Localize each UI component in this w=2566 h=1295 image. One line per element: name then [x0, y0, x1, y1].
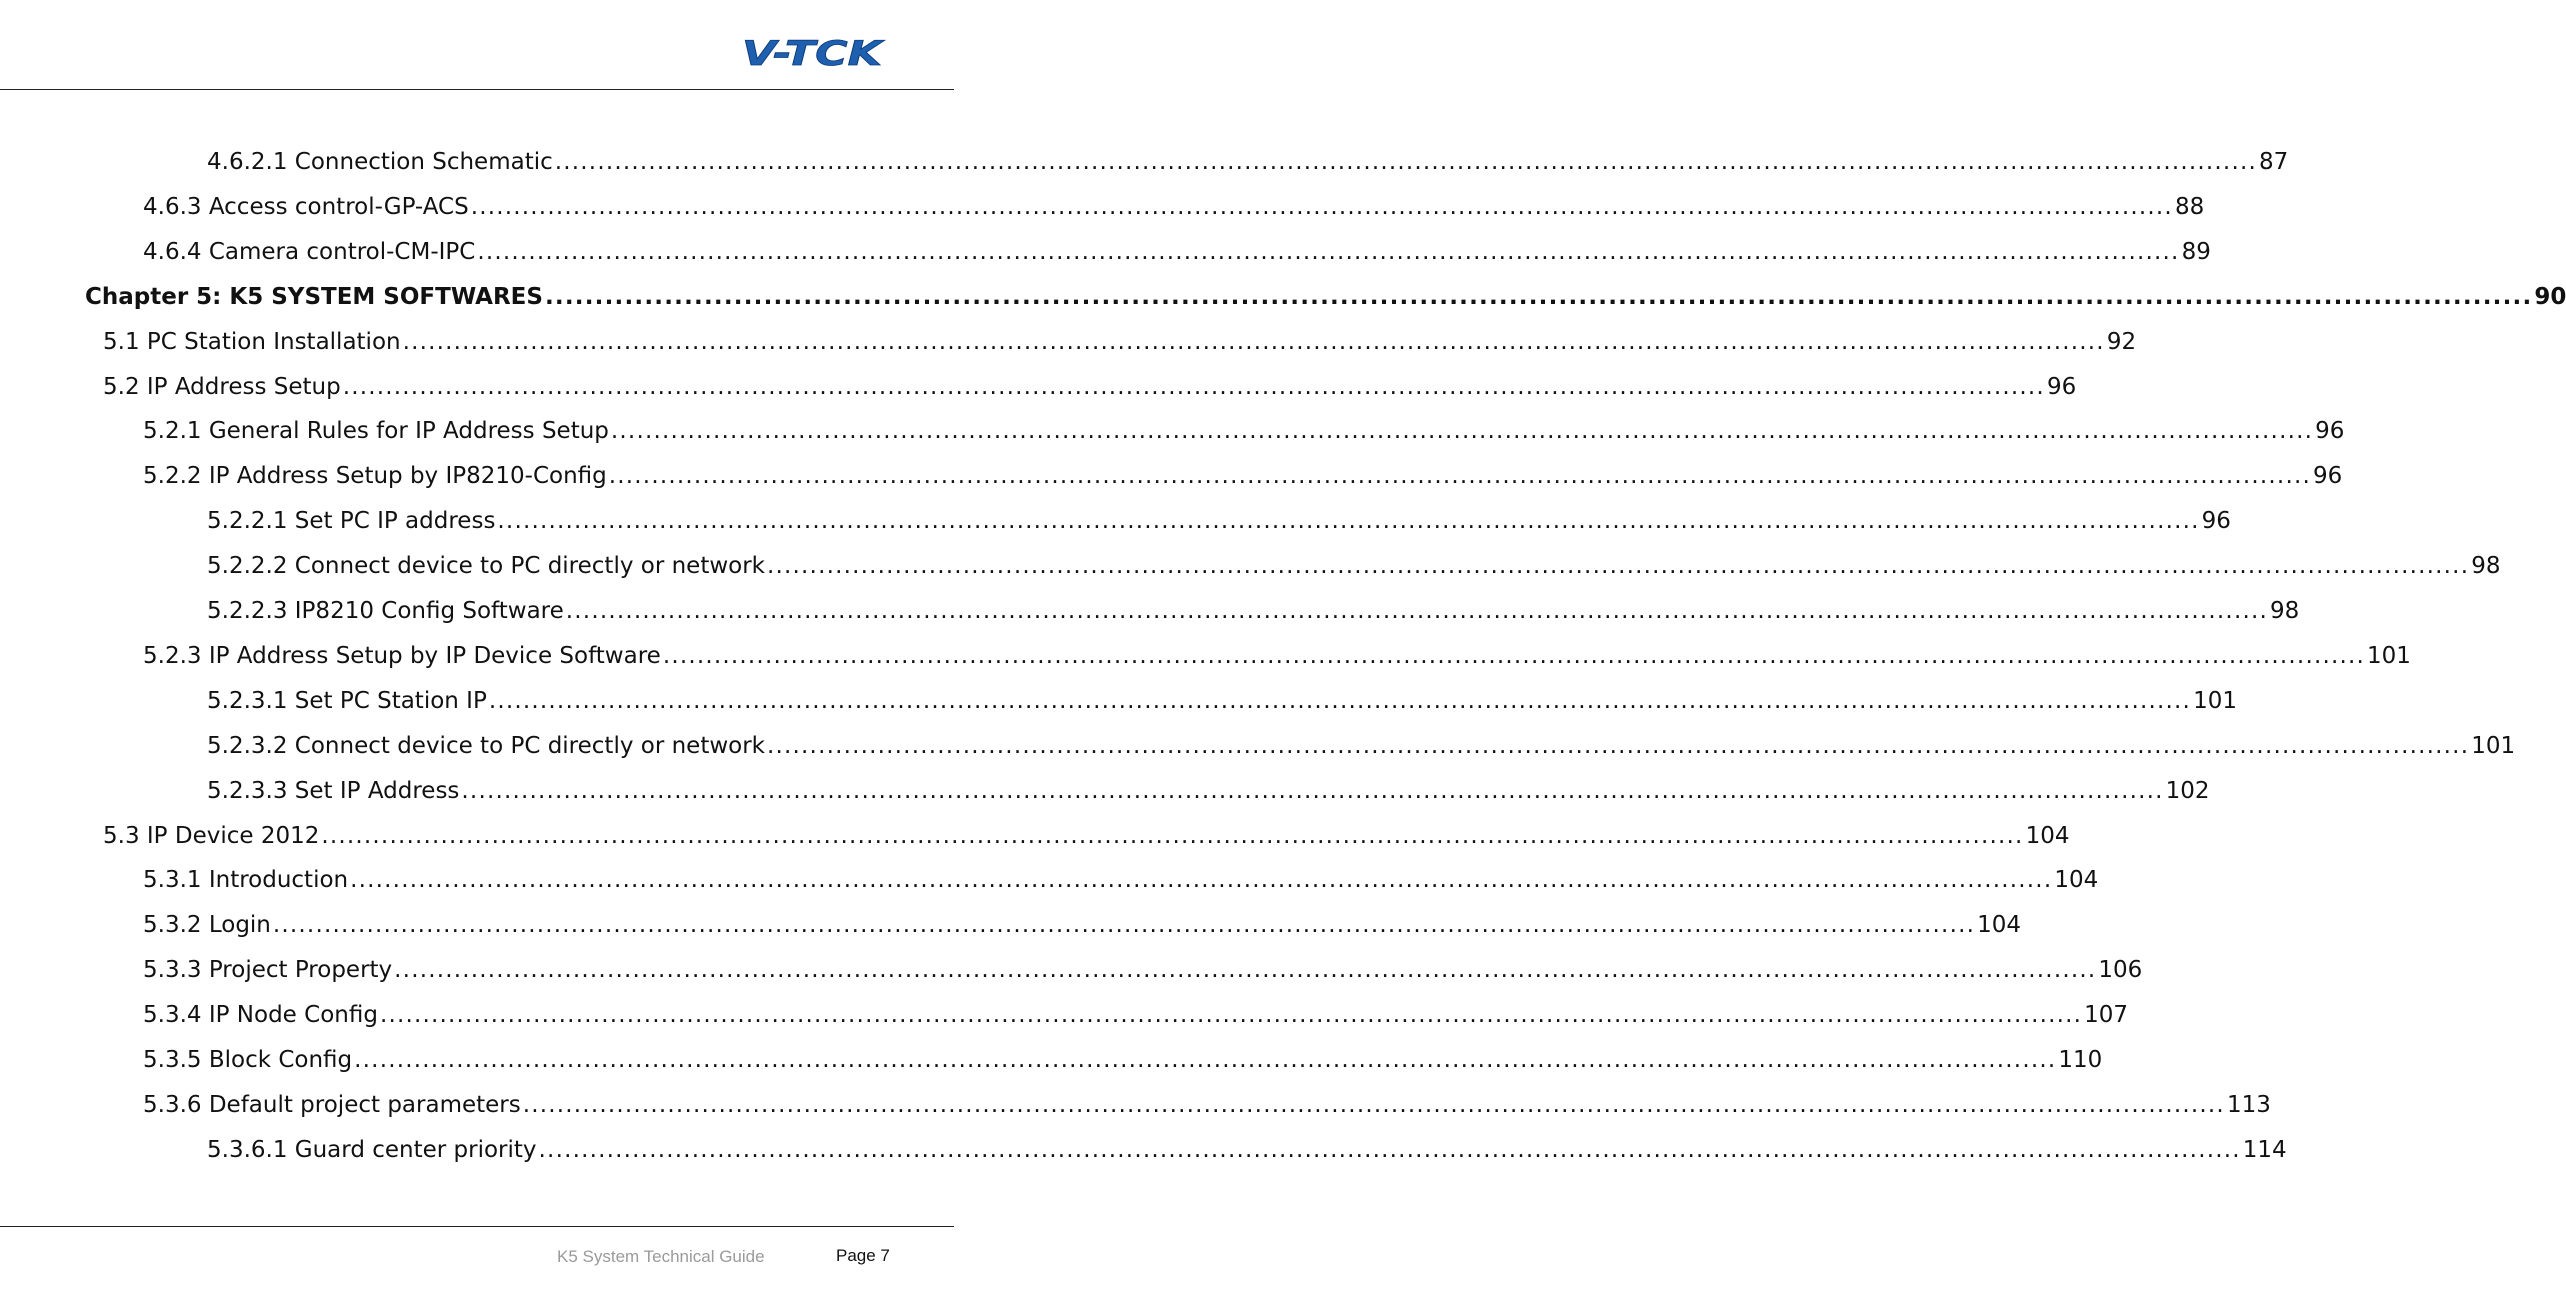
toc-entry[interactable] [103, 821, 2070, 851]
toc-dot-leader: ........................................................................................................................................................................................................ [461, 777, 2164, 804]
toc-entry-label: 5.2.2.3 IP8210 Config Software [207, 598, 564, 624]
toc-entry-page: 96 [2201, 508, 2231, 535]
toc-entry[interactable] [143, 192, 2205, 222]
toc-dot-leader: ........................................................................................................................................................................................................ [608, 463, 2311, 490]
toc-entry[interactable] [207, 551, 2501, 581]
toc-entry-page: 114 [2242, 1136, 2287, 1163]
toc-entry[interactable] [207, 686, 2237, 716]
toc-dot-leader: ........................................................................................................................................................................................................ [544, 283, 2533, 310]
vtck-logo [742, 32, 884, 72]
toc-entry-label: 4.6.3 Access control-GP-ACS [143, 193, 469, 220]
toc-dot-leader: ........................................................................................................................................................................................................ [342, 373, 2045, 400]
toc-entry-page: 101 [2471, 732, 2516, 759]
toc-dot-leader: ........................................................................................................................................................................................................ [767, 732, 2470, 759]
toc-entry[interactable] [207, 731, 2516, 761]
footer-page-number: Page 7 [836, 1246, 890, 1265]
toc-entry-label: 5.2.3 IP Address Setup by IP Device Software [143, 642, 661, 669]
toc-entry-page: 96 [2312, 463, 2343, 490]
toc-entry-page: 113 [2226, 1091, 2271, 1118]
toc-entry-label: Chapter 5: K5 SYSTEM SOFTWARES [85, 283, 543, 310]
toc-entry[interactable] [143, 641, 2411, 671]
toc-entry-page: 107 [2084, 1002, 2129, 1029]
toc-dot-leader: ........................................................................................................................................................................................................ [402, 328, 2105, 355]
toc-entry[interactable] [143, 910, 2022, 940]
toc-entry-label: 5.3.2 Login [143, 912, 271, 939]
toc-dot-leader: ........................................................................................................................................................................................................ [662, 642, 2366, 669]
toc-entry-page: 90 [2534, 283, 2566, 310]
toc-dot-leader: ........................................................................................................................................................................................................ [477, 238, 2180, 265]
toc-entry-label: 5.3 IP Device 2012 [103, 822, 320, 849]
toc-entry-page: 96 [2315, 418, 2345, 445]
toc-entry-label: 5.2.1 General Rules for IP Address Setup [143, 418, 609, 445]
toc-entry-label: 5.3.6.1 Guard center priority [207, 1136, 537, 1163]
toc-dot-leader: ........................................................................................................................................................................................................ [379, 1002, 2083, 1029]
toc-entry[interactable] [207, 1135, 2287, 1165]
toc-entry-page: 101 [2193, 687, 2237, 714]
toc-entry-label: 5.1 PC Station Installation [103, 328, 401, 355]
toc-entry-page: 98 [2270, 598, 2300, 624]
toc-entry-page: 96 [2046, 373, 2077, 400]
toc-entry[interactable] [207, 147, 2289, 177]
toc-entry[interactable] [143, 461, 2343, 491]
toc-dot-leader: ........................................................................................................................................................................................................ [538, 1136, 2241, 1163]
toc-entry-label: 5.2.3.2 Connect device to PC directly or network [207, 732, 765, 759]
toc-entry-page: 92 [2106, 328, 2137, 355]
toc-dot-leader: ........................................................................................................................................................................................................ [497, 508, 2200, 535]
toc-entry-page: 104 [1977, 912, 2022, 939]
toc-entry-page: 110 [2058, 1047, 2103, 1073]
header-rule [0, 89, 954, 90]
toc-entry-page: 98 [2471, 553, 2501, 580]
toc-dot-leader: ........................................................................................................................................................................................................ [767, 553, 2470, 580]
toc-dot-leader: ........................................................................................................................................................................................................ [354, 1047, 2057, 1073]
toc-entry-label: 5.2 IP Address Setup [103, 373, 341, 400]
toc-entry-label: 5.3.5 Block Config [143, 1047, 353, 1073]
toc-entry[interactable] [207, 776, 2210, 806]
toc-entry[interactable] [103, 372, 2077, 402]
toc-entry-label: 5.3.1 Introduction [143, 867, 349, 894]
toc-entry[interactable] [143, 237, 2211, 267]
toc-entry-label: 5.3.6 Default project parameters [143, 1091, 521, 1118]
toc-entry-label: 4.6.2.1 Connection Schematic [207, 149, 553, 175]
toc-dot-leader: ........................................................................................................................................................................................................ [321, 822, 2024, 849]
toc-entry[interactable] [143, 955, 2143, 985]
toc-dot-leader: ........................................................................................................................................................................................................ [522, 1091, 2225, 1118]
toc-entry-label: 5.2.3.3 Set IP Address [207, 777, 460, 804]
toc-entry[interactable] [85, 282, 2566, 312]
toc-entry-page: 101 [2367, 642, 2411, 669]
toc-entry-label: 5.2.2.1 Set PC IP address [207, 508, 496, 535]
toc-dot-leader: ........................................................................................................................................................................................................ [554, 149, 2257, 175]
footer-rule [0, 1226, 954, 1227]
toc-entry[interactable] [103, 327, 2137, 357]
toc-entry[interactable] [207, 506, 2231, 536]
toc-entry[interactable] [143, 1090, 2271, 1120]
toc-dot-leader: ........................................................................................................................................................................................................ [610, 418, 2314, 445]
toc-entry[interactable] [143, 416, 2345, 446]
toc-dot-leader: ........................................................................................................................................................................................................ [488, 687, 2192, 714]
toc-entry-label: 5.2.3.1 Set PC Station IP [207, 687, 487, 714]
toc-entry-label: 5.2.2.2 Connect device to PC directly or network [207, 553, 765, 580]
toc-entry-page: 89 [2181, 238, 2211, 265]
toc-entry[interactable] [143, 865, 2099, 895]
toc-entry-label: 4.6.4 Camera control-CM-IPC [143, 238, 476, 265]
toc-entry-label: 5.3.3 Project Property [143, 957, 393, 984]
toc-dot-leader: ........................................................................................................................................................................................................ [470, 193, 2173, 220]
toc-entry-label: 5.2.2 IP Address Setup by IP8210-Config [143, 463, 607, 490]
toc-dot-leader: ........................................................................................................................................................................................................ [394, 957, 2097, 984]
toc-entry-label: 5.3.4 IP Node Config [143, 1002, 378, 1029]
toc-entry-page: 106 [2098, 957, 2143, 984]
svg-text:V-TCK: V-TCK [742, 34, 886, 74]
toc-dot-leader: ........................................................................................................................................................................................................ [565, 598, 2268, 624]
footer-guide-title: K5 System Technical Guide [557, 1247, 765, 1266]
toc-entry[interactable] [143, 1045, 2103, 1075]
toc-entry-page: 102 [2165, 777, 2210, 804]
toc-dot-leader: ........................................................................................................................................................................................................ [272, 912, 1976, 939]
toc-entry[interactable] [143, 1000, 2129, 1030]
toc-dot-leader: ........................................................................................................................................................................................................ [350, 867, 2053, 894]
toc-entry-page: 104 [2025, 822, 2070, 849]
toc-entry-page: 104 [2054, 867, 2099, 894]
toc-entry-page: 87 [2258, 149, 2289, 175]
toc-entry-page: 88 [2174, 193, 2205, 220]
toc-entry[interactable] [207, 596, 2300, 626]
